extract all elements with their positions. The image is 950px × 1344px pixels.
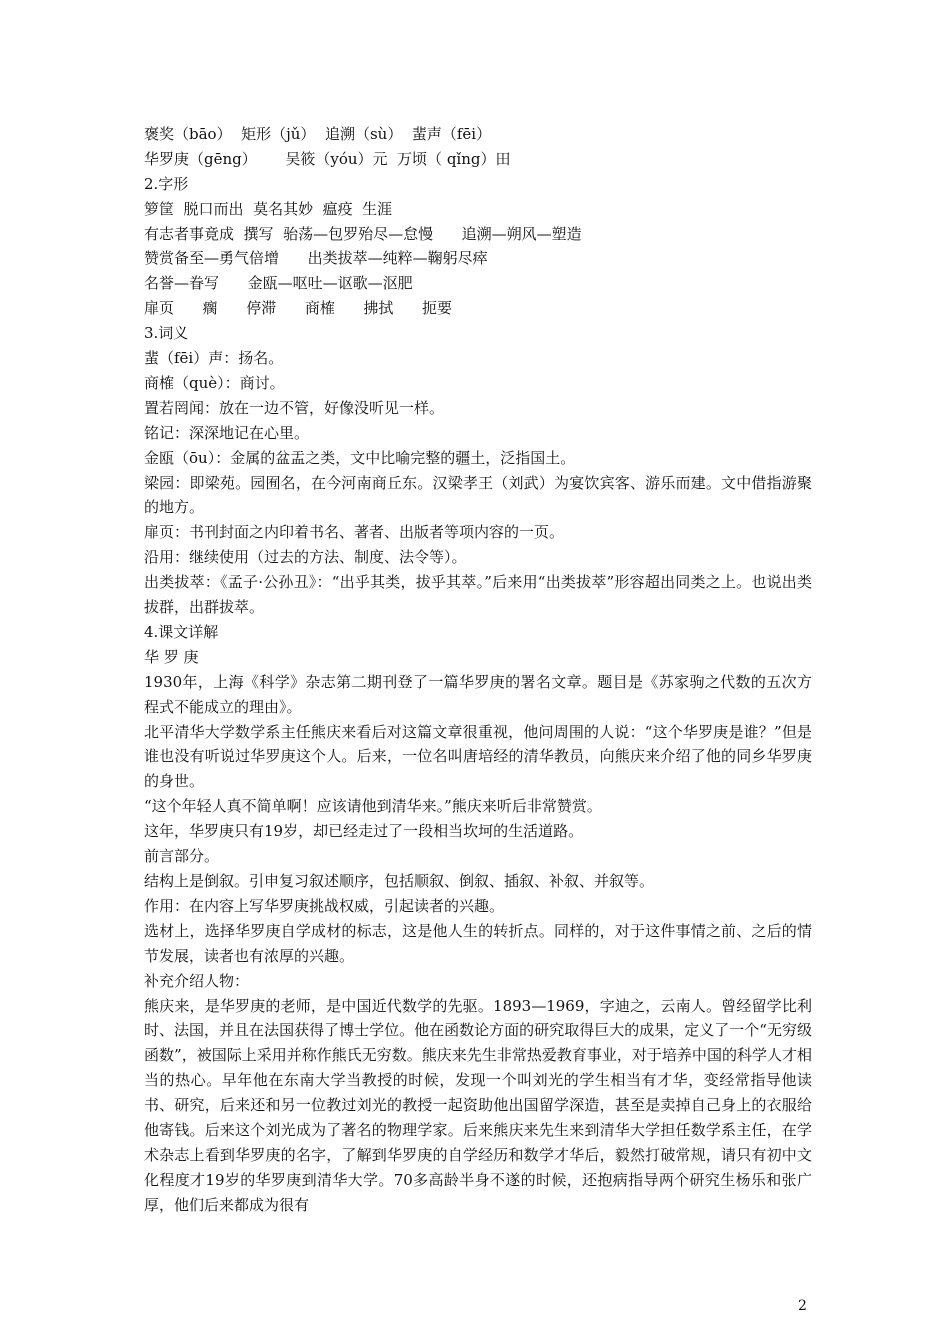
pronunciation-line-2: 华罗庚（gēng） 吴筱（yóu）元 万顷（ qǐng）田 bbox=[144, 149, 511, 168]
paragraph-2: 北平清华大学数学系主任熊庆来看后对这篇文章很重视，他问周围的人说：“这个华罗庚是谁？”但是谁也没有听说过华罗庚这个人。后来，一位名叫唐培经的清华教员，向熊庆来介绍了他的同乡华罗庚的身世。 bbox=[144, 722, 812, 791]
definition-yanyong: 沿用：继续使用（过去的方法、制度、法令等）。 bbox=[144, 548, 467, 567]
definition-feiye: 扉页：书刊封面之内印着书名、著者、出版者等项内容的一页。 bbox=[144, 523, 565, 542]
article-title: 华 罗 庚 bbox=[144, 647, 199, 666]
pronunciation-line-1: 褒奖（bāo） 矩形（jǔ） 追溯（sù） 蜚声（fēi） bbox=[144, 125, 492, 143]
paragraph-6: 结构上是倒叙。引申复习叙述顺序，包括顺叙、倒叙、插叙、补叙、并叙等。 bbox=[144, 872, 655, 891]
glyph-line-3: 赞赏备至—勇气倍增 出类拔萃—纯粹—鞠躬尽瘁 bbox=[144, 249, 488, 268]
definition-liangyuan: 梁园：即梁苑。园囿名，在今河南商丘东。汉梁孝王（刘武）为宴饮宾客、游乐而建。文中借指游聚的地方。 bbox=[144, 473, 812, 517]
definition-feisheng: 蜚（fēi）声：扬名。 bbox=[144, 349, 284, 368]
definition-shangque: 商榷（què）：商讨。 bbox=[144, 373, 285, 392]
paragraph-5: 前言部分。 bbox=[144, 847, 220, 866]
paragraph-3: “这个年轻人真不简单啊！应该请他到清华来。”熊庆来听后非常赞赏。 bbox=[144, 797, 602, 816]
glyph-line-4: 名誉—眷写 金瓯—呕吐—讴歌—沤肥 bbox=[144, 274, 413, 293]
paragraph-10: 熊庆来，是华罗庚的老师，是中国近代数学的先驱。1893—1969，字迪之，云南人。曾经留学比利时、法国，并且在法国获得了博士学位。他在函数论方面的研究取得巨大的成果，定义了一个“无穷级函数”，被国际上采用并称作熊氏无穷数。熊庆来先生非常热爱教育事业，对于培养中国的科学人才相当的热心。早年他在东南大学当教授的时候，发现一个叫刘光的学生相当有才华，变经常指导他读书、研究，后来还和另一位教过刘光的教授一起资助他出国留学深造，甚至是卖掉自己身上的衣服给他寄钱。后来这个刘光成为了著名的物理学家。后来熊庆来先生来到清华大学担任数学系主任，在学术杂志上看到华罗庚的名字，了解到华罗庚的自学经历和数学才华后，毅然打破常规，请只有初中文化程度才19岁的华罗庚到清华大学。70多高龄半身不遂的时候，还抱病指导两个研究生杨乐和张广厚，他们后来都成为很有 bbox=[144, 996, 812, 1214]
paragraph-8: 选材上，选择华罗庚自学成材的标志，这是他人生的转折点。同样的，对于这件事情之前、之后的情节发展，读者也有浓厚的兴趣。 bbox=[144, 921, 812, 965]
section-heading-meanings: 3.词义 bbox=[144, 324, 189, 343]
glyph-line-1: 箩筐 脱口而出 莫名其妙 瘟疫 生涯 bbox=[144, 199, 393, 218]
paragraph-4: 这年，华罗庚只有19岁，却已经走过了一段相当坎坷的生活道路。 bbox=[144, 822, 584, 841]
section-heading-explanation: 4.课文详解 bbox=[144, 622, 219, 641]
section-heading-glyphs: 2.字形 bbox=[144, 174, 189, 193]
glyph-line-2: 有志者事竟成 撰写 骀荡—包罗殆尽—怠慢 追溯—朔风—塑造 bbox=[144, 224, 582, 243]
definition-mingji: 铭记：深深地记在心里。 bbox=[144, 423, 310, 442]
document-page bbox=[144, 122, 812, 1218]
paragraph-9: 补充介绍人物： bbox=[144, 971, 250, 990]
glyph-line-5: 扉页 瘸 停滞 商榷 拂拭 扼要 bbox=[144, 299, 453, 318]
definition-chuleibacui: 出类拔萃：《孟子·公孙丑》：“出乎其类，拔乎其萃。”后来用“出类拔萃”形容超出同类之上。也说出类拔群，出群拔萃。 bbox=[144, 573, 812, 617]
paragraph-1: 1930年，上海《科学》杂志第二期刊登了一篇华罗庚的署名文章。题目是《苏家驹之代数的五次方程式不能成立的理由》。 bbox=[144, 672, 812, 716]
page-number: 2 bbox=[798, 1298, 807, 1314]
definition-jinou: 金瓯（ōu）：金属的盆盂之类，文中比喻完整的疆土，泛指国土。 bbox=[144, 448, 576, 467]
definition-zhiruowangwen: 置若罔闻：放在一边不管，好像没听见一样。 bbox=[144, 398, 445, 417]
paragraph-7: 作用：在内容上写华罗庚挑战权威，引起读者的兴趣。 bbox=[144, 896, 505, 915]
